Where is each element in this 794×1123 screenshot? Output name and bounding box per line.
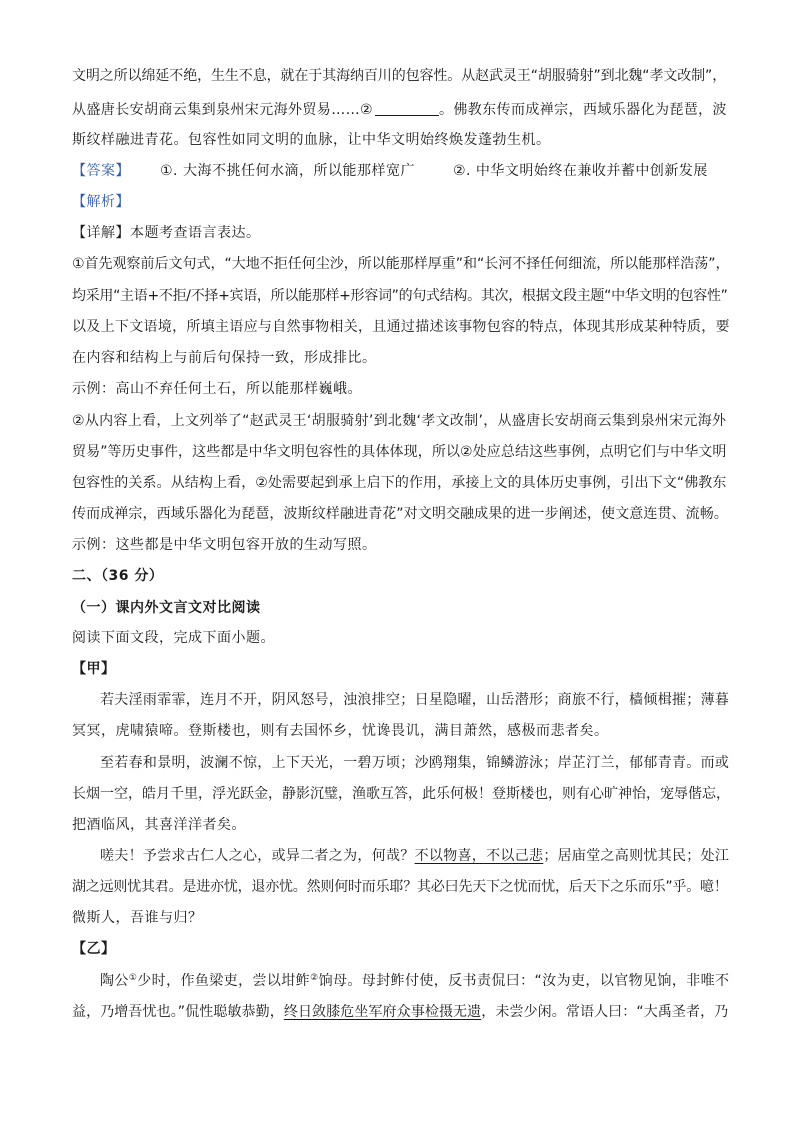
classical-line: [100, 846, 729, 866]
passage-a-tag: 【甲】: [72, 661, 116, 677]
classical-line: 长烟一空，皓月千里，浮光跃金，静影沉璧，渔歌互答，此乐何极！登斯楼也，则有心旷神怡，宠辱偕忘，: [72, 786, 730, 802]
passage-b-tag: 【乙】: [72, 941, 116, 957]
explanation-line: ②从内容上看，上文列举了“赵武灵王‘胡服骑射’到北魏‘孝文改制’，从盛唐长安胡商云集到泉州宋元海外: [72, 413, 727, 429]
passage-text: 。佛教东传而成禅宗，西域乐器化为琵琶，波: [438, 102, 727, 118]
passage-text: 从盛唐长安胡商云集到泉州宋元海外贸易……②: [72, 102, 373, 118]
answer-2: ②. 中华文明始终在兼收并蓄中创新发展: [452, 163, 708, 179]
explanation-line: 贸易”等历史事件，这些都是中华文明包容性的具体体现，所以②处应总结这些事例，点明它们与中华文明: [72, 444, 727, 460]
explanation-line: 包容性的关系。从结构上看，②处需要起到承上启下的作用，承接上文的具体历史事例，引出下文“佛教东: [72, 475, 727, 491]
detail-line: [72, 223, 261, 243]
classical-text: 饷母。母封鲊付使，反书责侃曰：“汝为吏，以官物见饷，非唯不: [318, 973, 730, 989]
fill-blank: [375, 101, 439, 116]
instruction-text: 阅读下面文段，完成下面小题。: [72, 630, 275, 646]
classical-text: 嗟夫！予尝求古仁人之心，或异二者之为，何哉？: [100, 848, 415, 864]
detail-tag: 【详解】: [72, 225, 130, 241]
detail-text: 本题考查语言表达。: [130, 225, 261, 241]
classical-text: ，未尝少闲。常语人曰：“大禹圣者，乃: [481, 1004, 729, 1020]
explanation-line: 在内容和结构上与前后句保持一致，形成排比。: [72, 350, 377, 366]
classical-line: 微斯人，吾谁与归？: [72, 910, 203, 926]
classical-line: 若夫淫雨霏霏，连月不开，阴风怒号，浊浪排空；日星隐曜，山岳潜形；商旅不行，樯倾楫摧；薄暮: [100, 692, 730, 708]
answer-line: [72, 161, 708, 181]
classical-text: 少时，作鱼梁吏，尝以坩鲊: [137, 973, 311, 989]
answer-1: ①. 大海不挑任何水滴，所以能那样宽广: [160, 163, 415, 179]
underlined-sentence: 终日敛膝危坐军府众事检摄无遗: [283, 1004, 482, 1020]
explanation-line: 传而成禅宗，西域乐器化为琵琶，波斯纹样融进青花”对文明交融成果的进一步阐述，使文意连贯、流畅。: [72, 506, 728, 522]
explanation-line: 以及上下文语境，所填主语应与自然事物相关，且通过描述该事物包容的特点，体现其形成某种特质，要: [72, 319, 730, 335]
classical-line: 湖之远则忧其君。是进亦忧，退亦忧。然则何时而乐耶？其必曰先天下之忧而忧，后天下之乐而乐”乎。噫！: [72, 879, 728, 895]
subsection-heading: （一）课内外文言文对比阅读: [72, 600, 261, 616]
classical-line: [100, 971, 729, 991]
answer-tag: 【答案】: [72, 163, 130, 179]
footnote-marker: ②: [310, 973, 319, 983]
classical-line: 把酒临风，其喜洋洋者矣。: [72, 817, 246, 833]
example-line: 示例：高山不弃任何土石，所以能那样巍峨。: [72, 381, 362, 397]
passage-line: [72, 100, 727, 120]
classical-text: ；居庙堂之高则忧其民；处江: [543, 848, 730, 864]
section-heading: 二、（36 分）: [72, 568, 164, 584]
passage-line: 斯纹样融进青花。包容性如同文明的血脉，让中华文明始终焕发蓬勃生机。: [72, 132, 551, 148]
example-line: 示例：这些都是中华文明包容开放的生动写照。: [72, 537, 377, 553]
passage-line: 文明之所以绵延不绝，生生不息，就在于其海纳百川的包容性。从赵武灵王“胡服骑射”到北魏“孝文改制”，: [72, 68, 727, 84]
explanation-line: 均采用“主语+不拒/不择+宾语，所以能那样+形容词”的句式结构。其次，根据文段主题“中华文明的包容性”: [72, 288, 728, 304]
explanation-line: ①首先观察前后文句式，“大地不拒任何尘沙，所以能那样厚重”和“长河不择任何细流，所以能那样浩荡”，: [72, 256, 730, 272]
classical-line: [72, 1002, 728, 1022]
classical-line: 冥冥，虎啸猿啼。登斯楼也，则有去国怀乡，忧谗畏讥，满目萧然，感极而悲者矣。: [72, 723, 609, 739]
classical-line: 至若春和景明，波澜不惊，上下天光，一碧万顷；沙鸥翔集，锦鳞游泳；岸芷汀兰，郁郁青青。而或: [100, 755, 730, 771]
classical-text: 益，乃增吾忧也。”侃性聪敏恭勤，: [72, 1004, 284, 1020]
footnote-marker: ①: [128, 973, 138, 983]
analysis-tag: 【解析】: [72, 194, 130, 210]
underlined-sentence: 不以物喜，不以己悲: [414, 848, 544, 864]
classical-text: 陶公: [100, 973, 129, 989]
